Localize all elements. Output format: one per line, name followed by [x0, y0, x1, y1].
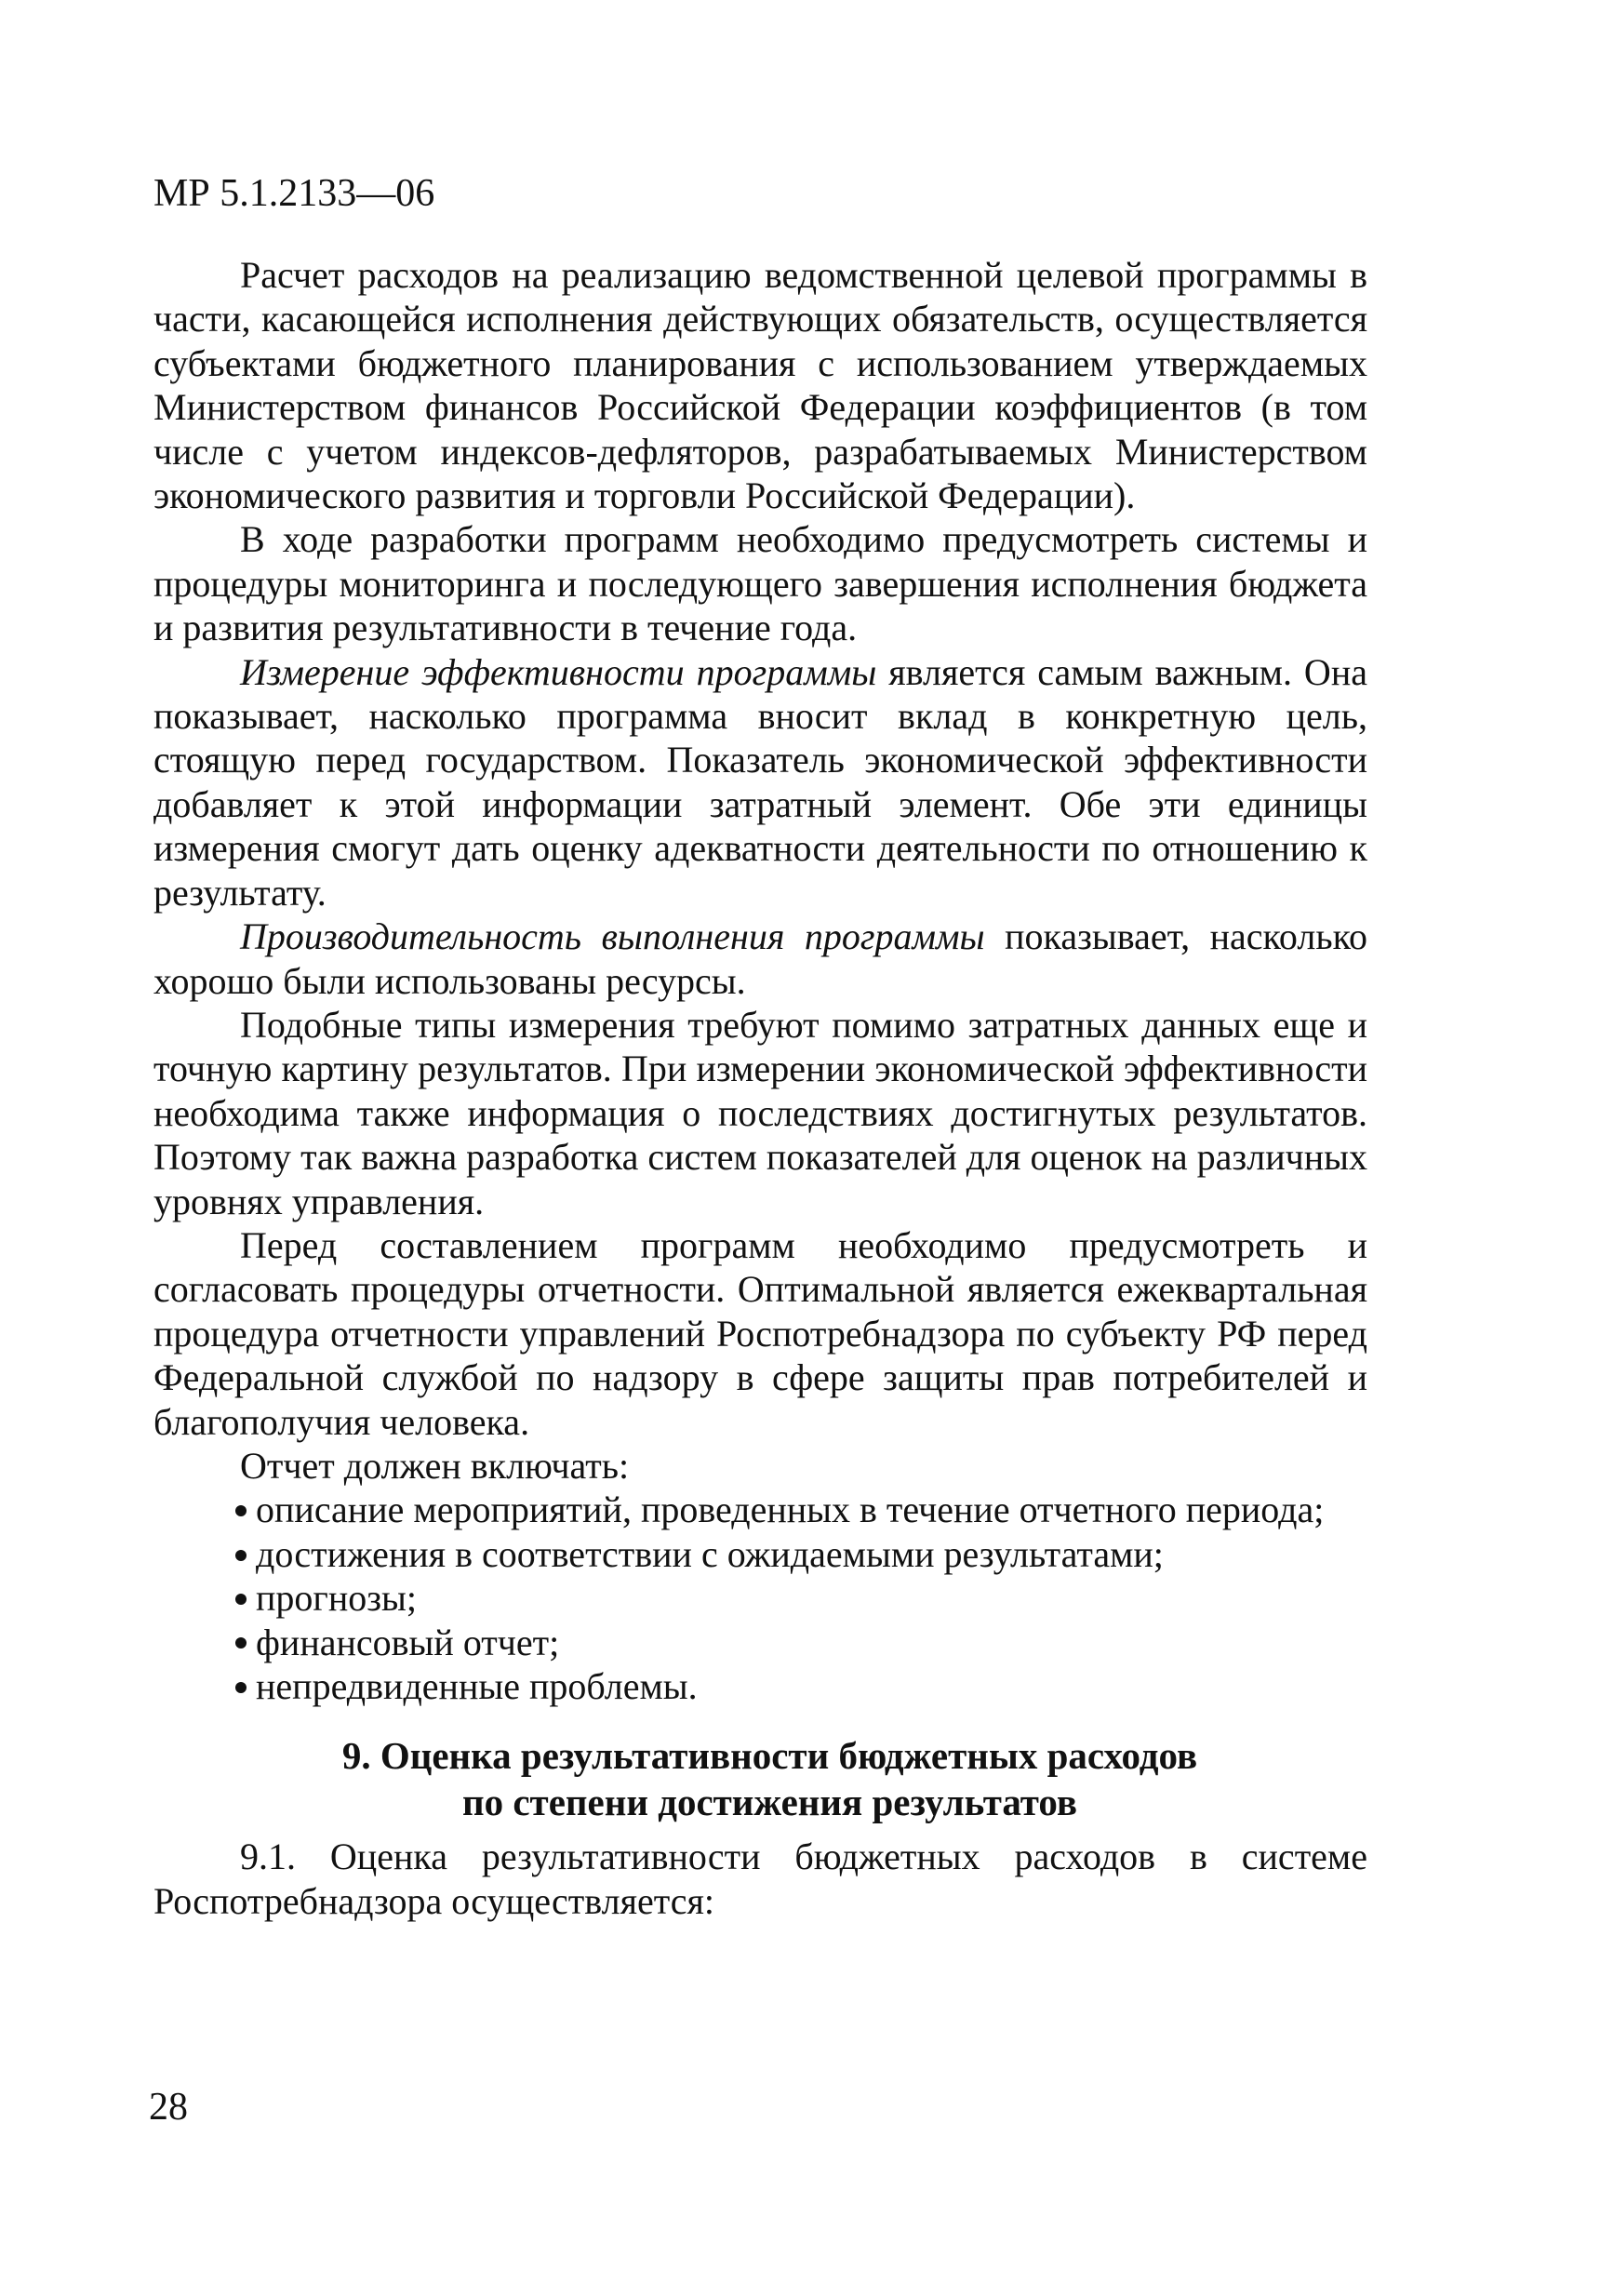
paragraph-performance-text: показывает, насколько хорошо были использованы ресурсы.: [153, 915, 1367, 1002]
list-item-text: финансовый отчет;: [256, 1621, 560, 1663]
list-item: [153, 1576, 1367, 1620]
section-heading-line-1: 9. Оценка результативности бюджетных расходов: [341, 1734, 1198, 1778]
bullet-icon: [235, 1637, 247, 1649]
section-heading: [153, 1732, 1367, 1825]
paragraph-performance: [153, 914, 1367, 1003]
bullet-icon: [235, 1682, 247, 1693]
paragraph-section-intro: 9.1. Оценка результативности бюджетных расходов в системе Роспотребнадзора осуществляется:: [153, 1835, 1367, 1922]
paragraph-report-contents-intro: Отчет должен включать:: [240, 1444, 630, 1487]
list-item-text: непредвиденные проблемы.: [256, 1665, 698, 1707]
bullet-icon: [235, 1594, 247, 1605]
paragraph-reporting-procedures: Перед составлением программ необходимо предусмотреть и согласовать процедуры отчетности. Оптимальной является ежеквартальная процедура отчетности управлений Роспотребнадзора по субъекту РФ перед Федеральной службой по надзору в сфере защиты прав потребителей и благополучия человека.: [153, 1223, 1367, 1443]
document-body: [153, 253, 1367, 1923]
list-item: [153, 1488, 1367, 1531]
list-item: [153, 1532, 1367, 1576]
page-number: 28: [149, 2086, 188, 2129]
bullet-icon: [235, 1550, 247, 1561]
paragraph-monitoring: В ходе разработки программ необходимо предусмотреть системы и процедуры мониторинга и последующего завершения исполнения бюджета и развития результативности в течение года.: [153, 518, 1367, 649]
paragraph-measurement-types: Подобные типы измерения требуют помимо затратных данных еще и точную картину результатов. При измерении экономической эффективности необходима также информация о последствиях достигнутых результатов. Поэтому так важна разработка систем показателей для оценок на различных уровнях управления.: [153, 1003, 1367, 1222]
term-efficiency-measurement: Измерение эффективности программы: [240, 650, 877, 693]
term-performance: Производительность выполнения программы: [240, 915, 985, 958]
list-item-text: описание мероприятий, проведенных в течение отчетного периода;: [256, 1488, 1325, 1531]
section-heading-line-2: по степени достижения результатов: [461, 1781, 1077, 1824]
document-code: МР 5.1.2133—06: [153, 172, 435, 215]
paragraph-efficiency-measurement-text: является самым важным. Она показывает, насколько программа вносит вклад в конкретную цель, стоящую перед государством. Показатель экономической эффективности добавляет к этой информации затратный элемент. Обе эти единицы измерения смогут дать оценку адекватности деятельности по отношению к результату.: [153, 650, 1367, 914]
list-item-text: достижения в соответствии с ожидаемыми результатами;: [256, 1532, 1164, 1575]
list-item-text: прогнозы;: [256, 1577, 418, 1620]
list-item: [153, 1664, 1367, 1708]
report-items-list: [153, 1488, 1367, 1708]
paragraph-efficiency-measurement: [153, 650, 1367, 914]
paragraph-expense-calculation: Расчет расходов на реализацию ведомственной целевой программы в части, касающейся исполнения действующих обязательств, осуществляется субъектами бюджетного планирования с использованием утверждаемых Министерством финансов Российской Федерации коэффициентов (в том числе с учетом индексов-дефляторов, разрабатываемых Министерством экономического развития и торговли Российской Федерации).: [153, 254, 1367, 517]
bullet-icon: [235, 1505, 247, 1516]
list-item: [153, 1621, 1367, 1664]
